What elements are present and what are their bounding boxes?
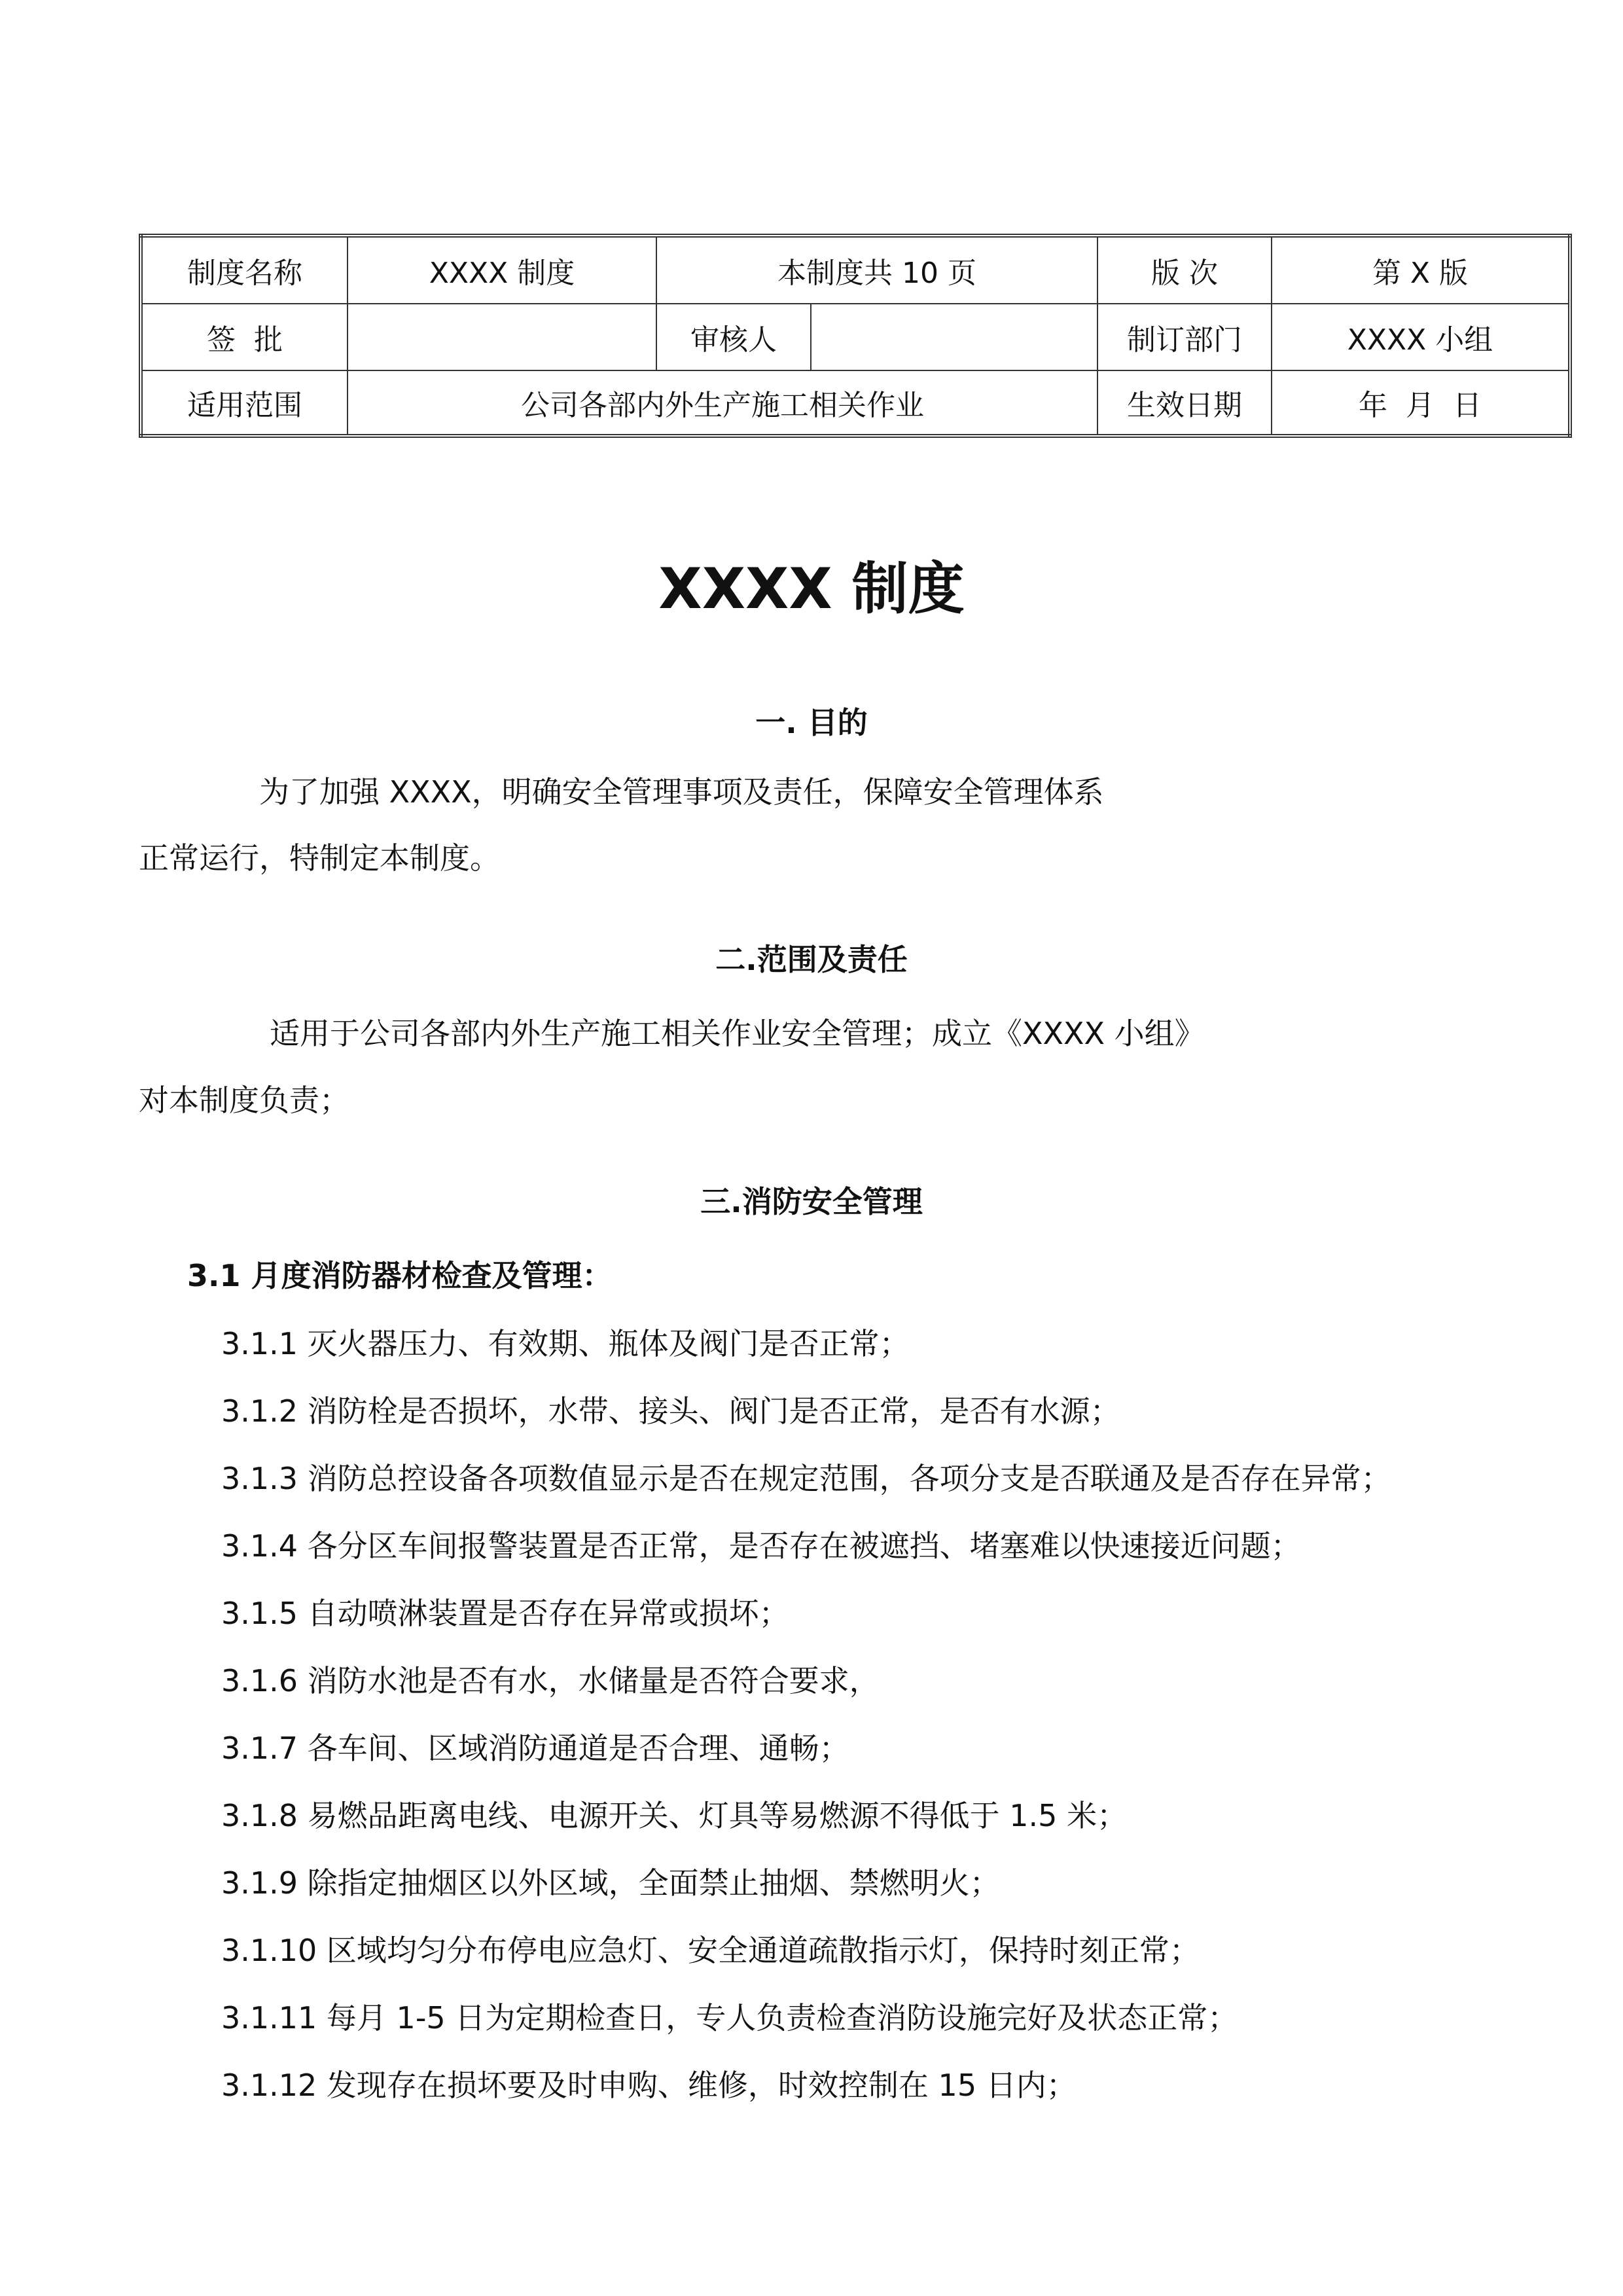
section-heading-fire-safety: 三.消防安全管理 bbox=[700, 1184, 923, 1219]
label-department: 制订部门 bbox=[1097, 304, 1272, 370]
purpose-text-line: 为了加强 XXXX，明确安全管理事项及责任，保障安全管理体系 bbox=[259, 774, 1104, 810]
list-item: 3.1.7 各车间、区域消防通道是否合理、通畅； bbox=[221, 1731, 849, 1766]
policy-name-value: XXXX 制度 bbox=[348, 236, 656, 304]
list-item: 3.1.1 灭火器压力、有效期、瓶体及阀门是否正常； bbox=[221, 1326, 910, 1361]
reviewer-value bbox=[811, 304, 1097, 370]
table-row bbox=[141, 304, 1570, 370]
list-item: 3.1.9 除指定抽烟区以外区域，全面禁止抽烟、禁燃明火； bbox=[221, 1865, 1000, 1901]
label-effective-date: 生效日期 bbox=[1097, 370, 1272, 436]
list-item: 3.1.6 消防水池是否有水，水储量是否符合要求， bbox=[221, 1663, 880, 1698]
page-count: 本制度共 10 页 bbox=[656, 236, 1097, 304]
label-approval: 签 批 bbox=[141, 304, 348, 370]
list-item: 3.1.12 发现存在损坏要及时申购、维修，时效控制在 15 日内； bbox=[221, 2068, 1077, 2103]
purpose-text-line: 正常运行，特制定本制度。 bbox=[139, 840, 500, 876]
label-scope: 适用范围 bbox=[141, 370, 348, 436]
approval-value bbox=[348, 304, 656, 370]
list-item: 3.1.11 每月 1-5 日为定期检查日，专人负责检查消防设施完好及状态正常； bbox=[221, 2000, 1238, 2036]
table-row bbox=[141, 370, 1570, 436]
label-version: 版 次 bbox=[1097, 236, 1272, 304]
label-reviewer: 审核人 bbox=[656, 304, 811, 370]
list-item: 3.1.3 消防总控设备各项数值显示是否在规定范围，各项分支是否联通及是否存在异常； bbox=[221, 1461, 1391, 1496]
label-policy-name: 制度名称 bbox=[141, 236, 348, 304]
list-item: 3.1.10 区域均匀分布停电应急灯、安全通道疏散指示灯，保持时刻正常； bbox=[221, 1933, 1200, 1968]
scope-text-line: 对本制度负责； bbox=[139, 1083, 349, 1118]
effective-date-value: 年 月 日 bbox=[1272, 370, 1570, 436]
list-item: 3.1.2 消防栓是否损坏，水带、接头、阀门是否正常，是否有水源； bbox=[221, 1393, 1120, 1429]
department-value: XXXX 小组 bbox=[1272, 304, 1570, 370]
scope-value: 公司各部内外生产施工相关作业 bbox=[348, 370, 1097, 436]
table-row bbox=[141, 236, 1570, 304]
document-info-table bbox=[139, 234, 1572, 438]
document-title: XXXX 制度 bbox=[658, 556, 965, 622]
list-item: 3.1.8 易燃品距离电线、电源开关、灯具等易燃源不得低于 1.5 米； bbox=[221, 1798, 1128, 1833]
scope-text-line: 适用于公司各部内外生产施工相关作业安全管理；成立《XXXX 小组》 bbox=[270, 1016, 1205, 1051]
subsection-heading: 3.1 月度消防器材检查及管理： bbox=[187, 1258, 613, 1293]
section-heading-purpose: 一. 目的 bbox=[755, 705, 868, 740]
list-item: 3.1.4 各分区车间报警装置是否正常，是否存在被遮挡、堵塞难以快速接近问题； bbox=[221, 1528, 1301, 1564]
list-item: 3.1.5 自动喷淋装置是否存在异常或损坏； bbox=[221, 1596, 789, 1631]
section-heading-scope: 二.范围及责任 bbox=[715, 942, 908, 977]
version-value: 第 X 版 bbox=[1272, 236, 1570, 304]
